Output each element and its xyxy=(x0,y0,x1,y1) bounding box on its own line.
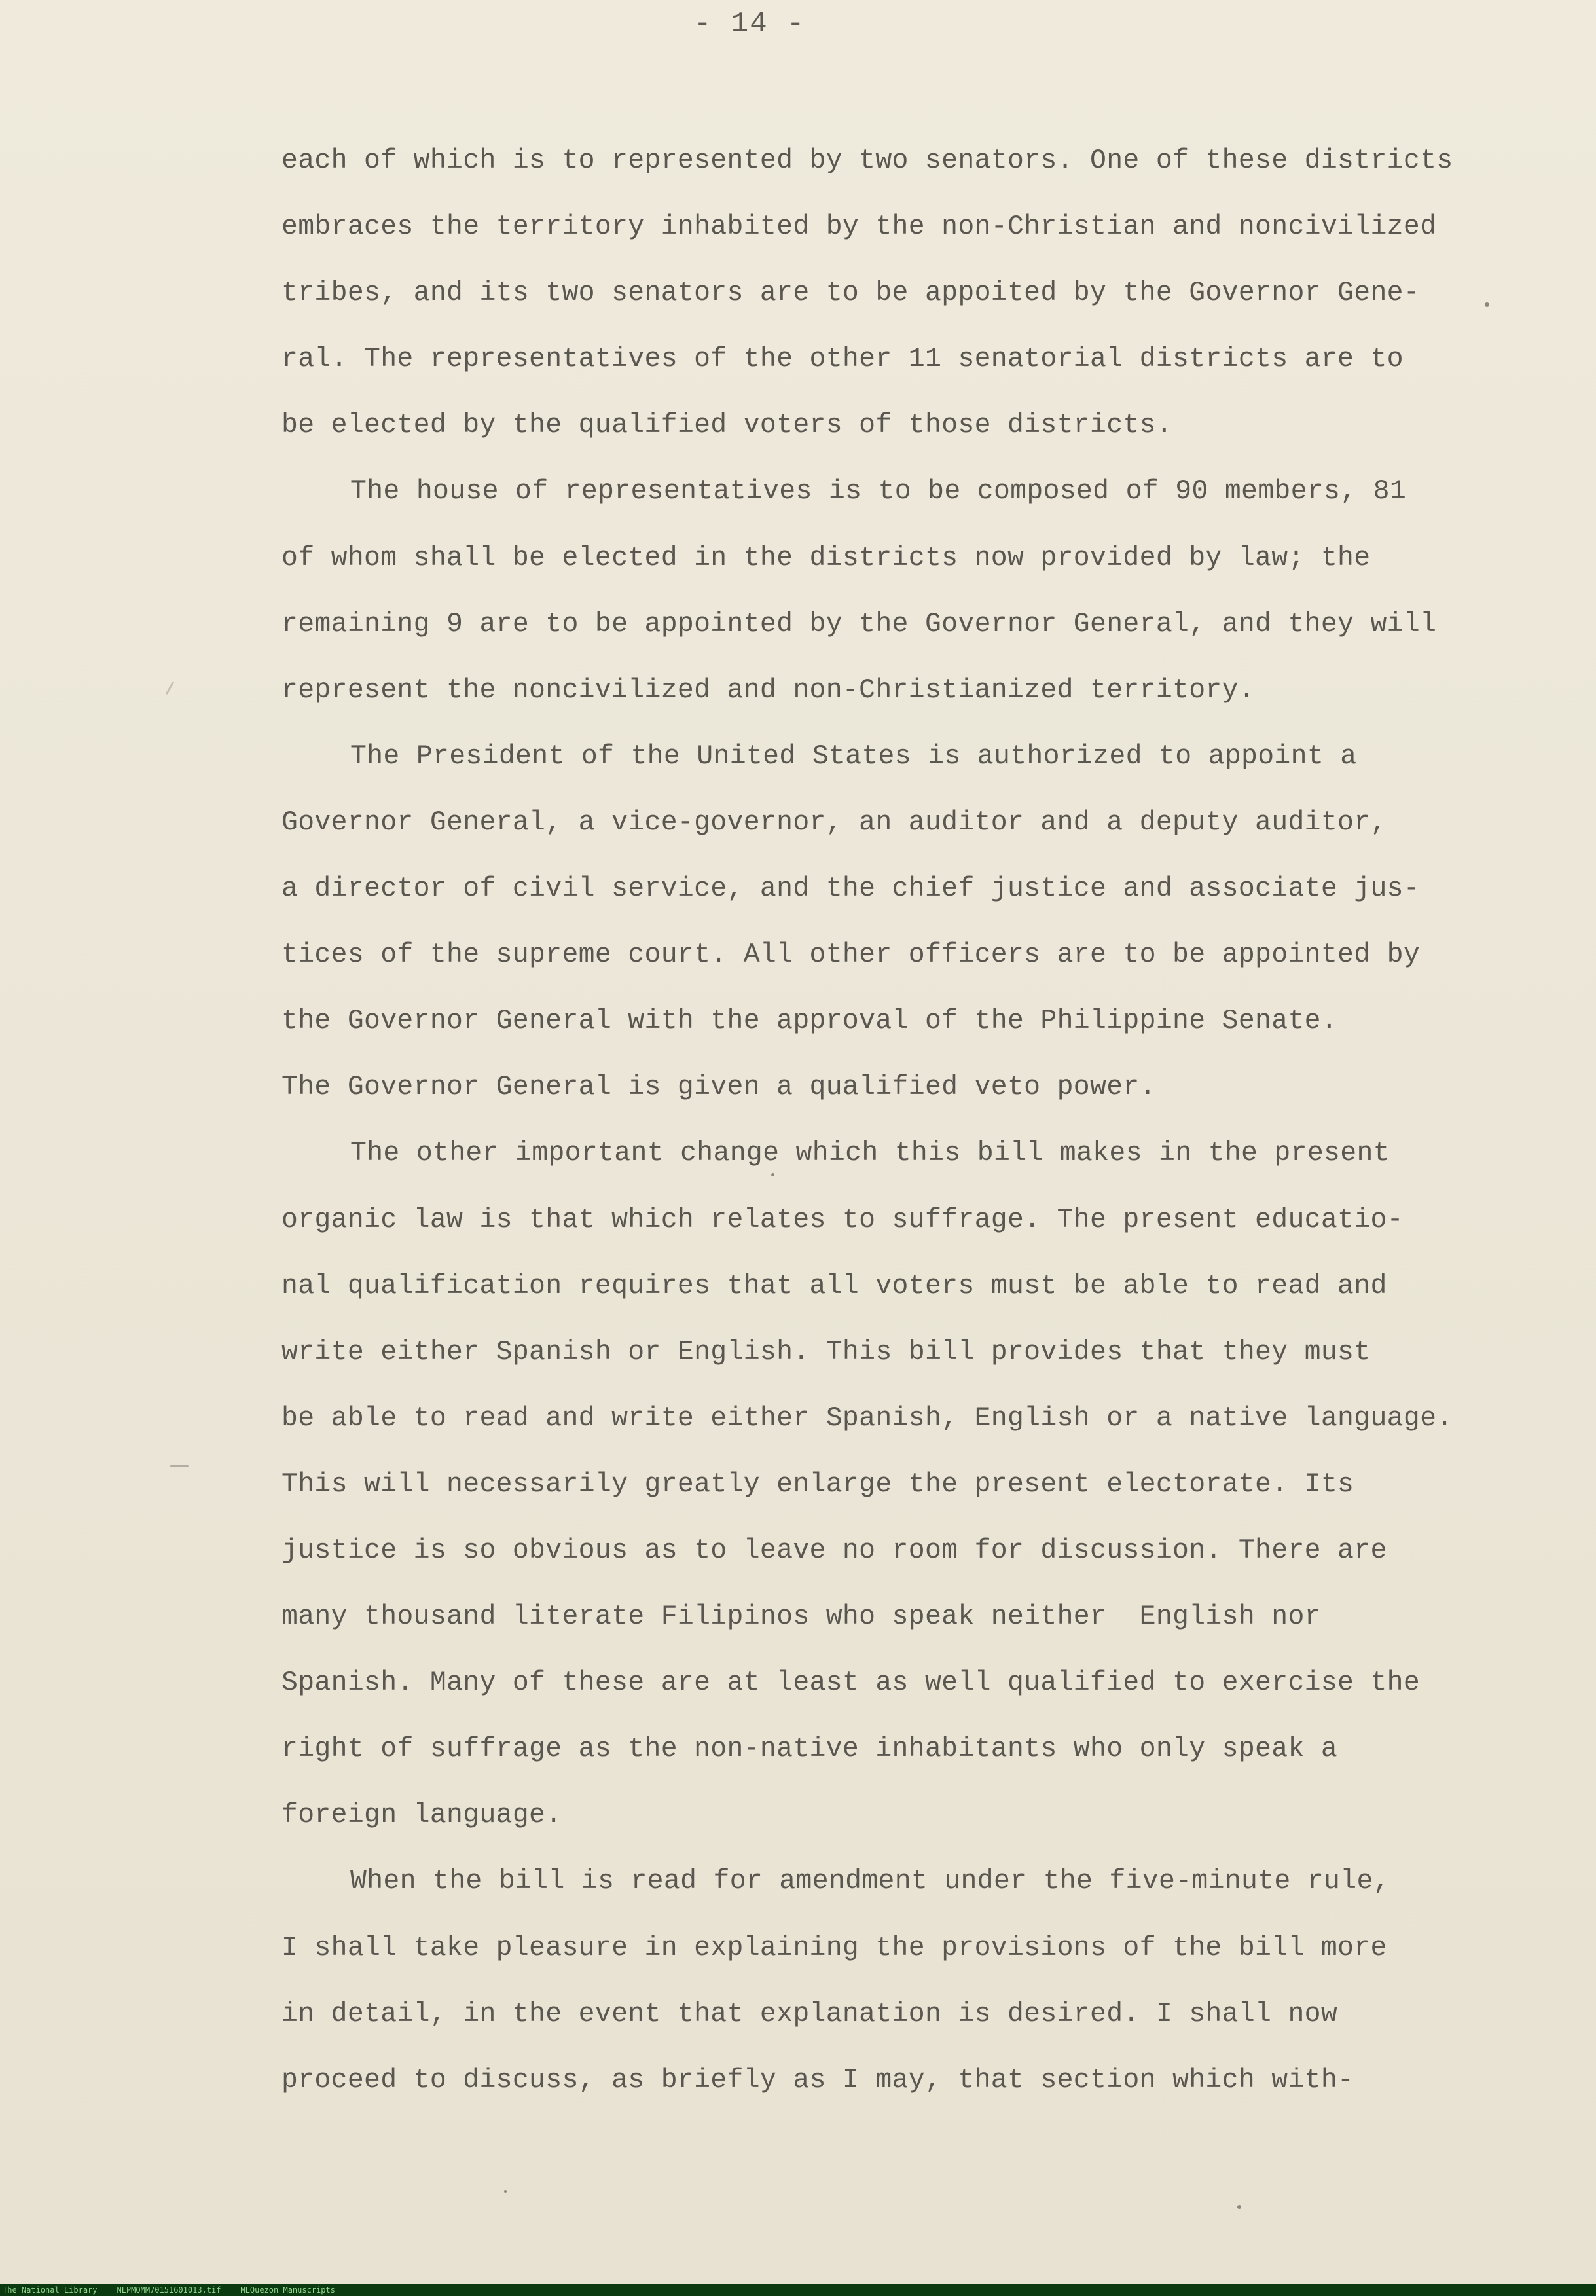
paper-speck xyxy=(771,1173,774,1176)
text-line: many thousand literate Filipinos who speak neither English nor xyxy=(281,1601,1321,1633)
text-line: tribes, and its two senators are to be appoited by the Governor Gene- xyxy=(281,278,1421,309)
paper-speck xyxy=(166,682,175,695)
text-line: Spanish. Many of these are at least as well qualified to exercise the xyxy=(281,1667,1421,1699)
paper-speck xyxy=(170,1465,189,1467)
paragraph-start-line: The house of representatives is to be composed of 90 members, 81 xyxy=(350,476,1407,507)
text-line: ral. The representatives of the other 11 senatorial districts are to xyxy=(281,344,1404,375)
text-line: be able to read and write either Spanish, English or a native language. xyxy=(281,1402,1453,1434)
text-line: This will necessarily greatly enlarge the present electorate. Its xyxy=(281,1468,1354,1500)
text-line: each of which is to represented by two senators. One of these districts xyxy=(281,145,1453,176)
text-line: write either Spanish or English. This bill provides that they must xyxy=(281,1336,1371,1368)
text-line: in detail, in the event that explanation is desired. I shall now xyxy=(281,1998,1338,2030)
paragraph-start-line: The President of the United States is authorized to appoint a xyxy=(350,740,1357,772)
text-line: foreign language. xyxy=(281,1800,562,1831)
footer-collection: MLQuezon Manuscripts xyxy=(240,2286,335,2295)
text-line: tices of the supreme court. All other officers are to be appointed by xyxy=(281,939,1421,971)
text-line: right of suffrage as the non-native inhabitants who only speak a xyxy=(281,1734,1338,1765)
document-body xyxy=(281,128,1525,2113)
paper-speck xyxy=(504,2190,507,2193)
text-line: proceed to discuss, as briefly as I may, that section which with- xyxy=(281,2064,1354,2096)
text-line: embraces the territory inhabited by the non-Christian and noncivilized xyxy=(281,211,1437,243)
archive-footer xyxy=(0,2284,1596,2296)
text-line: nal qualification requires that all voters must be able to read and xyxy=(281,1270,1387,1302)
text-line: be elected by the qualified voters of those districts. xyxy=(281,410,1173,441)
paragraph-start-line: The other important change which this bill makes in the present xyxy=(350,1138,1390,1169)
text-line: the Governor General with the approval of the Philippine Senate. xyxy=(281,1006,1338,1037)
text-line: Governor General, a vice-governor, an auditor and a deputy auditor, xyxy=(281,807,1387,838)
footer-library: The National Library xyxy=(3,2286,98,2295)
text-line: represent the noncivilized and non-Christianized territory. xyxy=(281,674,1256,706)
paragraph-start-line: When the bill is read for amendment under the five-minute rule, xyxy=(350,1866,1390,1897)
text-line: a director of civil service, and the chief justice and associate jus- xyxy=(281,873,1421,905)
text-line: remaining 9 are to be appointed by the Governor General, and they will xyxy=(281,608,1437,640)
text-line: of whom shall be elected in the districts now provided by law; the xyxy=(281,542,1371,574)
text-line: The Governor General is given a qualified veto power. xyxy=(281,1072,1156,1103)
footer-file: NLPMQMM70151601013.tif xyxy=(117,2286,221,2295)
page-number: - 14 - xyxy=(694,8,806,41)
text-line: organic law is that which relates to suffrage. The present educatio- xyxy=(281,1204,1404,1235)
paper-speck xyxy=(1237,2205,1241,2209)
text-line: I shall take pleasure in explaining the provisions of the bill more xyxy=(281,1932,1387,1963)
paper-speck xyxy=(1485,302,1489,307)
text-line: justice is so obvious as to leave no room for discussion. There are xyxy=(281,1535,1387,1566)
